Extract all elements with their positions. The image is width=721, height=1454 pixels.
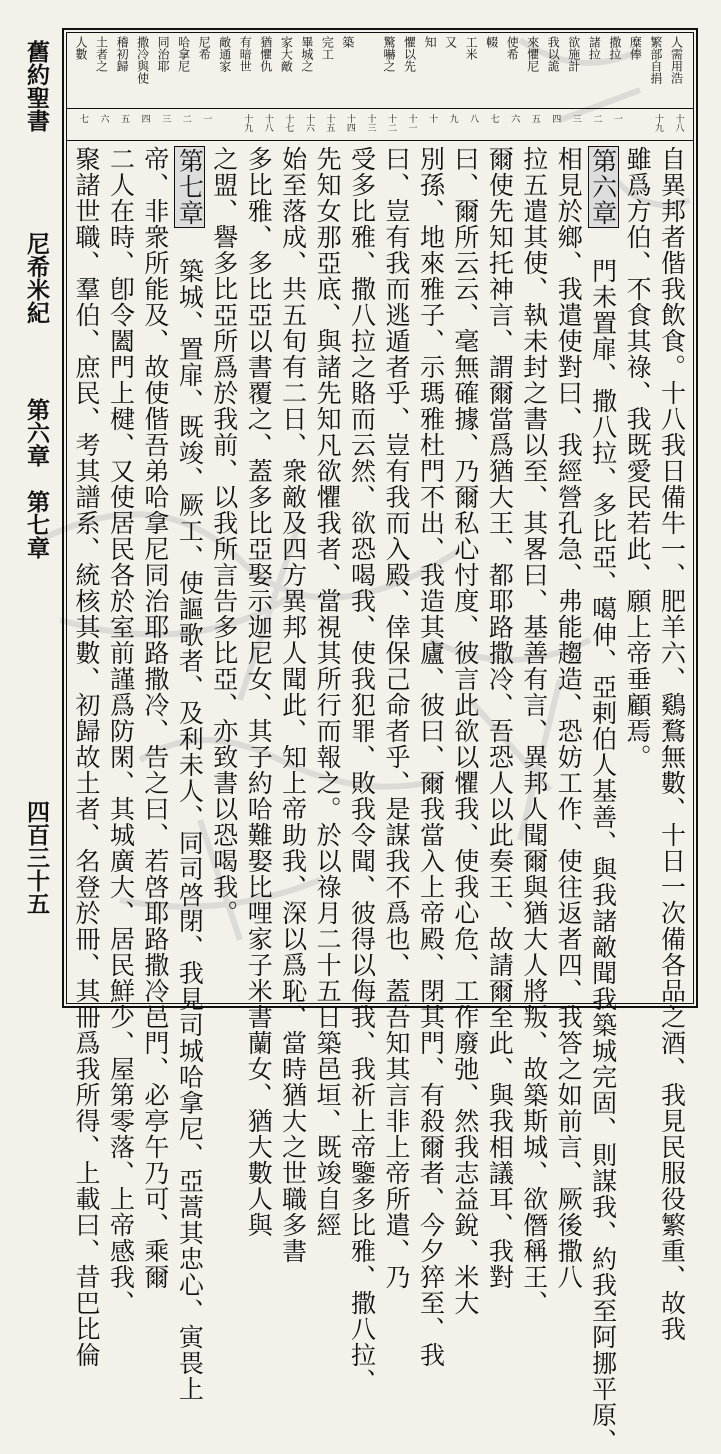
note-verse-number: 十四 xyxy=(344,114,355,132)
chapter-range: 第六章 第七章 xyxy=(23,398,50,559)
note-verse-number: 四 xyxy=(550,114,561,123)
body-column: 先知女那亞底、與諸先知凡欲懼我者、當視其所行而報之。於以祿月二十五日築邑垣、既竣自經 xyxy=(313,146,343,1238)
body-column: 聚諸世職、羣伯、庶民、考其譜系、統核其數、初歸故土者、名登於冊、其冊爲我所得、上載曰、昔巴比倫 xyxy=(72,146,101,1368)
notes-separator xyxy=(66,108,694,109)
body-column: 爾使先知托神言、謂爾當爲猶大王、都耶路撒冷、吾恐人以此奏王、故請爾至此、與我相議耳、我對 xyxy=(485,146,515,1290)
note-text: 畢城之 xyxy=(299,36,314,72)
note-text: 築 xyxy=(340,36,355,48)
note-text: 家大敵 xyxy=(279,36,294,72)
note-text: 懼以先 xyxy=(402,36,417,72)
note-verse-number: 十八 xyxy=(262,114,273,132)
note-text: 來懼尼 xyxy=(525,36,540,72)
body-column: 二人在時、卽令闔門上楗、又使居民各於室前謹爲防閑、其城廣大、居民鮮少、屋第零落、上帝感我、 xyxy=(106,146,136,1316)
note-verse-number: 十七 xyxy=(283,114,294,132)
body-column: 受多比雅、撒八拉之賂而云然、欲恐喝我、使我犯罪、敗我令聞、彼得以侮我、我祈上帝鑒多比雅、撒八拉、 xyxy=(347,146,377,1394)
body-column: 自異邦者偕我飲食。十八我日備牛一、肥羊六、鷄鶩無數、十日一次備各品之酒、我見民服役繁重、故我 xyxy=(657,146,687,1342)
body-column: 始至落成、共五旬有二日、衆敵及四方異邦人聞此、知上帝助我、深以爲恥、當時猶大之世職多書 xyxy=(278,146,308,1264)
body-column: 多比雅、多比亞以書覆之、蓋多比亞娶示迦尼女、其子約哈難娶比哩家子米書蘭女、猶大數人與 xyxy=(244,146,274,1238)
note-verse-number: 十九 xyxy=(242,114,253,132)
note-text: 同治耶 xyxy=(156,36,171,72)
note-verse-number: 四 xyxy=(139,114,150,123)
left-border-line xyxy=(62,28,63,1008)
body-column: 帝、非衆所能及、故使偕吾弟哈拿尼同治耶路撒冷、告之曰、若啓耶路撒冷邑門、必亭午乃可、乘爾 xyxy=(140,146,170,1290)
note-verse-number: 七 xyxy=(78,114,88,123)
note-verse-number: 二 xyxy=(180,114,191,123)
body-column: 別孫、地來雅子、示瑪雅杜門不出、我造其廬、彼曰、爾我當入上帝殿、閉其門、有殺爾者、今夕猝至、我 xyxy=(416,146,446,1368)
book-title: 舊約聖書 xyxy=(23,40,50,132)
note-verse-number: 一 xyxy=(201,114,212,123)
verse-row-separator xyxy=(66,140,694,141)
body-column: 曰、豈有我而逃遁者乎、豈有我而入殿、倖保己命者乎、是謀我不爲也、蓋吾知其言非上帝所遣、乃 xyxy=(382,146,411,1290)
note-verse-number: 十九 xyxy=(652,114,663,132)
note-text: 驚嚇之 xyxy=(382,36,396,72)
body-column-text: 築城、置扉、既竣、厥工、使謳歌者、及利未人、同司啓閉、我見司城哈拿尼、亞蒿其忠心、寅畏上 xyxy=(175,228,205,1402)
note-text: 諸拉 xyxy=(587,36,602,60)
note-text: 尼希 xyxy=(197,36,212,60)
note-verse-number: 六 xyxy=(509,114,520,123)
note-text: 人數 xyxy=(74,36,88,60)
body-column: 雖爲方伯、不食其祿、我既愛民若此、願上帝垂顧焉。 xyxy=(623,146,653,770)
note-verse-number: 二 xyxy=(591,114,602,123)
note-verse-number: 十六 xyxy=(303,114,314,132)
note-text: 土者之 xyxy=(94,36,109,72)
chapter-label-ch7: 第七章 xyxy=(175,148,205,226)
note-text: 又 xyxy=(443,36,458,48)
note-text: 使希 xyxy=(505,36,520,60)
body-column-text: 門未置扉、撒八拉、多比亞、噶伸、亞剌伯人基善、與我諸敵聞我築城完固、則謀我、約我至阿挪平原、 xyxy=(588,228,618,1454)
note-text: 有暗世 xyxy=(238,36,253,72)
note-verse-number: 七 xyxy=(488,114,499,123)
section-title: 尼希米紀 xyxy=(23,232,50,324)
note-text: 糜俸 xyxy=(628,36,643,60)
note-text: 人需用浩 xyxy=(669,36,684,84)
note-text: 稽初歸 xyxy=(115,36,130,72)
note-text: 欲施計 xyxy=(566,36,581,72)
note-verse-number: 一 xyxy=(611,114,622,123)
note-text: 哈拿尼 xyxy=(176,36,191,72)
note-text: 繁部自捐 xyxy=(648,36,663,84)
note-text: 我以詭 xyxy=(546,36,561,72)
note-verse-number: 十二 xyxy=(386,114,396,132)
note-text: 敵通家 xyxy=(217,36,232,72)
note-verse-number: 十一 xyxy=(406,114,417,132)
note-text: 工米 xyxy=(464,36,479,60)
note-text: 猶懼仇 xyxy=(258,36,273,72)
body-column: 曰、爾所云云、毫無確據、乃爾私心忖度、彼言此欲以懼我、使我心危、工作廢弛、然我志益銳、米大 xyxy=(450,146,480,1316)
body-column xyxy=(175,146,205,1402)
note-verse-number: 十 xyxy=(427,114,438,123)
note-text: 撒冷與使 xyxy=(135,36,150,84)
note-text: 知 xyxy=(423,36,438,48)
note-verse-number: 十八 xyxy=(673,114,684,132)
note-text: 撒拉 xyxy=(607,36,622,60)
chapter-label-ch6: 第六章 xyxy=(588,148,618,226)
note-verse-number: 六 xyxy=(98,114,109,123)
note-verse-number: 八 xyxy=(468,114,479,123)
note-verse-number: 十五 xyxy=(324,114,335,132)
note-verse-number: 三 xyxy=(570,114,581,123)
note-text: 輟 xyxy=(484,36,499,48)
page-number: 四百三十五 xyxy=(23,800,50,915)
note-verse-number: 九 xyxy=(447,114,458,123)
body-column: 拉五遣其使、執未封之書以至、其畧曰、基善有言、異邦人聞爾與猶大人將叛、故築斯城、欲僭稱王、 xyxy=(519,146,549,1316)
note-verse-number: 五 xyxy=(529,114,540,123)
note-verse-number: 十三 xyxy=(365,114,376,132)
note-text: 完工 xyxy=(320,36,335,60)
note-verse-number: 五 xyxy=(119,114,130,123)
body-column: 相見於鄉、我遣使對曰、我經營孔急、弗能趨造、恐妨工作、使往返者四、我答之如前言、厥後撒八 xyxy=(554,146,584,1290)
body-column xyxy=(588,146,618,1454)
body-column: 之盟、譽多比亞所爲於我前、以我所言告多比亞、亦致書以恐喝我。 xyxy=(209,146,239,926)
note-verse-number: 三 xyxy=(160,114,171,123)
